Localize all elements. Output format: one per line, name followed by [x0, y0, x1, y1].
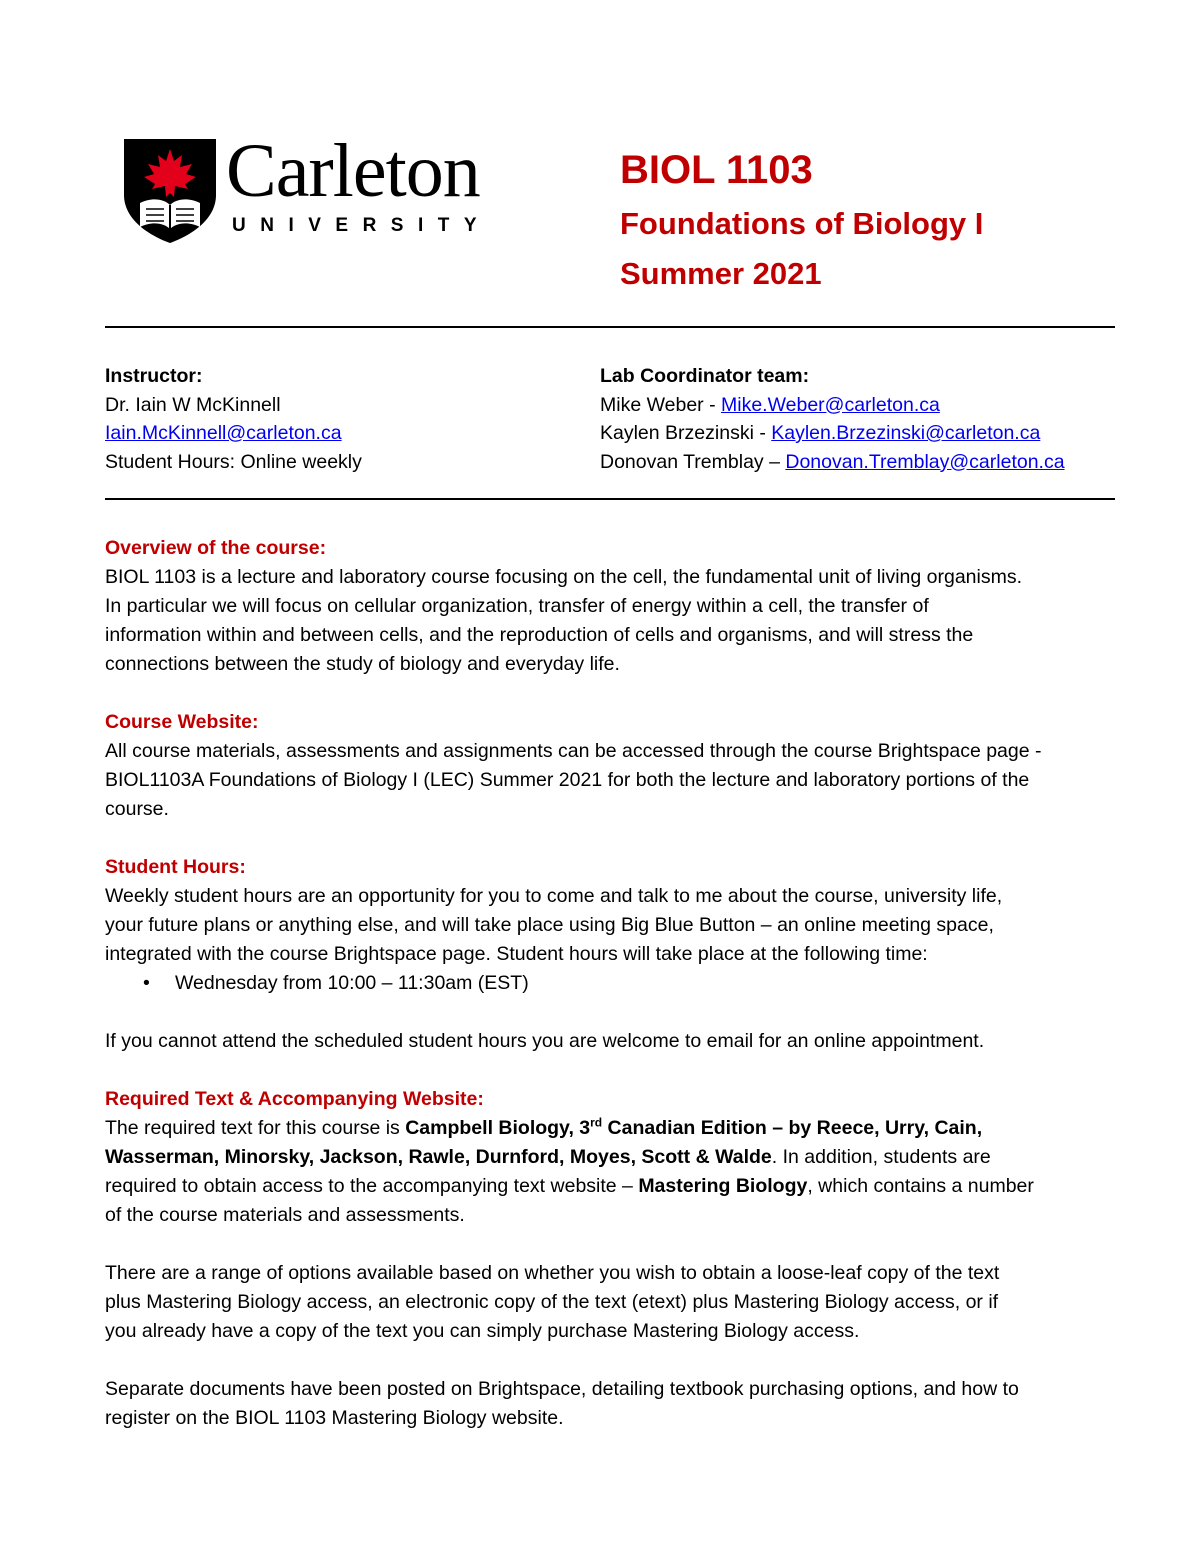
course-code: BIOL 1103 — [620, 148, 813, 192]
lab-member — [600, 419, 1065, 448]
instructor-block — [105, 362, 362, 476]
website-line: course. — [105, 798, 169, 820]
student-hours-line: Weekly student hours are an opportunity for you to come and talk to me about the course, university life, — [105, 885, 1003, 907]
overview-line: In particular we will focus on cellular organization, transfer of energy within a cell, the transfer of — [105, 595, 929, 617]
required-text-line — [105, 1172, 1135, 1201]
instructor-email-link[interactable]: Iain.McKinnell@carleton.ca — [105, 422, 342, 444]
office-hours-time: Wednesday from 10:00 – 11:30am (EST) — [175, 972, 529, 994]
text-run: . In addition, students are — [771, 1146, 991, 1168]
mastering-biology-name: Mastering Biology — [638, 1175, 808, 1197]
documents-line: register on the BIOL 1103 Mastering Biology website. — [105, 1407, 564, 1429]
student-hours-line: integrated with the course Brightspace page. Student hours will take place at the following time: — [105, 943, 928, 965]
overview-heading: Overview of the course: — [105, 537, 327, 559]
divider-bottom — [105, 498, 1115, 500]
student-hours-line: your future plans or anything else, and will take place using Big Blue Button – an online meeting space, — [105, 914, 994, 936]
lab-member-name: Donovan Tremblay – — [600, 450, 786, 473]
text-run: , which contains a number — [807, 1175, 1034, 1197]
required-text-line — [105, 1143, 1135, 1172]
text-run: required to obtain access to the accompanying text website – — [105, 1175, 639, 1197]
instructor-hours: Student Hours: Online weekly — [105, 450, 362, 473]
lab-member-email-link[interactable]: Mike.Weber@carleton.ca — [721, 393, 940, 416]
edition-superscript: rd — [590, 1115, 603, 1130]
office-hours-bullet — [105, 969, 1135, 998]
website-line: All course materials, assessments and assignments can be accessed through the course Brightspace page - — [105, 740, 1042, 762]
required-text-line: of the course materials and assessments. — [105, 1204, 465, 1226]
lab-team-heading: Lab Coordinator team: — [600, 365, 810, 387]
course-term: Summer 2021 — [620, 256, 822, 291]
logo-wordmark: Carleton — [226, 129, 480, 213]
divider-top — [105, 326, 1115, 328]
lab-member-name: Kaylen Brzezinski - — [600, 422, 772, 444]
logo-subtitle: UNIVERSITY — [232, 215, 492, 236]
instructor-heading: Instructor: — [105, 365, 203, 387]
text-run: The required text for this course is — [105, 1117, 406, 1139]
overview-line: connections between the study of biology and everyday life. — [105, 653, 620, 675]
textbook-edition-authors: Canadian Edition – by Reece, Urry, Cain, — [602, 1117, 983, 1139]
documents-line: Separate documents have been posted on Brightspace, detailing textbook purchasing options, and how to — [105, 1378, 1019, 1400]
lab-member — [600, 448, 1065, 477]
options-line: There are a range of options available based on whether you wish to obtain a loose-leaf copy of the text — [105, 1262, 1000, 1284]
lab-member-name: Mike Weber - — [600, 393, 721, 416]
lab-member — [600, 391, 1065, 420]
textbook-authors: Wasserman, Minorsky, Jackson, Rawle, Durnford, Moyes, Scott & Walde — [105, 1146, 772, 1168]
syllabus-body — [105, 534, 1135, 1433]
bullet-dot-icon: • — [143, 972, 150, 994]
options-line: plus Mastering Biology access, an electronic copy of the text (etext) plus Mastering Biology access, or if — [105, 1291, 999, 1313]
course-title-block — [620, 145, 983, 299]
course-name: Foundations of Biology I — [620, 206, 984, 241]
overview-line: BIOL 1103 is a lecture and laboratory course focusing on the cell, the fundamental unit of living organisms. — [105, 566, 1023, 588]
student-hours-heading: Student Hours: — [105, 856, 246, 878]
overview-line: information within and between cells, and the reproduction of cells and organisms, and will stress the — [105, 624, 974, 646]
instructor-name: Dr. Iain W McKinnell — [105, 393, 281, 416]
lab-member-email-link[interactable]: Kaylen.Brzezinski@carleton.ca — [771, 422, 1041, 444]
website-heading: Course Website: — [105, 711, 259, 733]
lab-member-email-link[interactable]: Donovan.Tremblay@carleton.ca — [785, 450, 1065, 473]
options-line: you already have a copy of the text you can simply purchase Mastering Biology access. — [105, 1320, 860, 1342]
required-text-line — [105, 1114, 1135, 1143]
textbook-title: Campbell Biology, 3 — [405, 1117, 591, 1139]
website-line: BIOL1103A Foundations of Biology I (LEC) Summer 2021 for both the lecture and laboratory portions of the — [105, 769, 1030, 791]
lab-team-block — [600, 362, 1065, 476]
carleton-university-logo — [122, 129, 512, 247]
required-text-heading: Required Text & Accompanying Website: — [105, 1088, 484, 1110]
shield-icon — [122, 137, 218, 245]
student-hours-note: If you cannot attend the scheduled student hours you are welcome to email for an online appointment. — [105, 1030, 985, 1052]
